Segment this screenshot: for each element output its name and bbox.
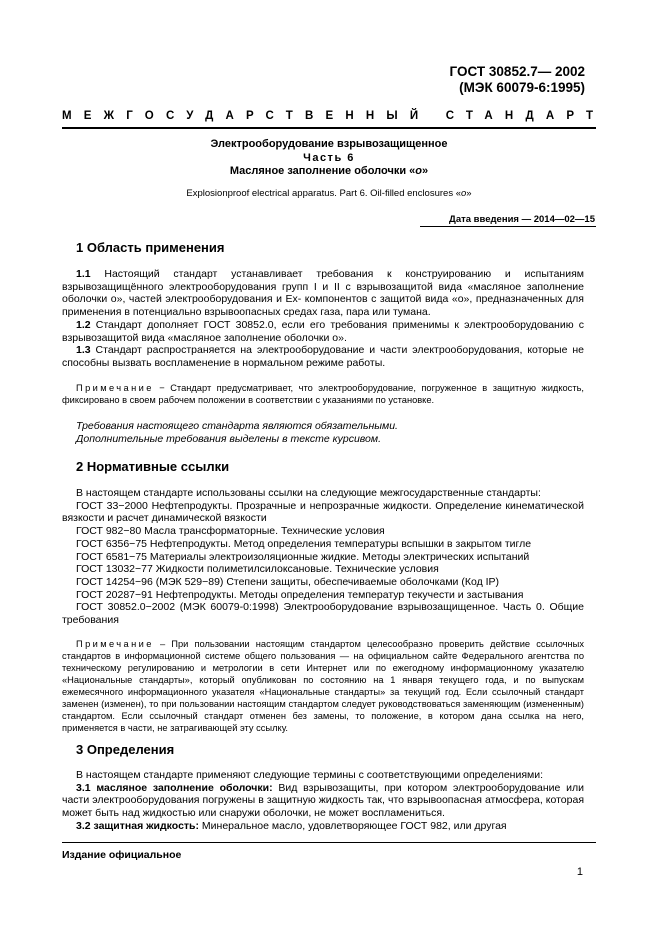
intro-date: Дата введения — 2014—02—15 <box>449 214 595 225</box>
clause-1-2: 1.2 Стандарт дополняет ГОСТ 30852.0, если его требования применимы к электрооборудованию с взрывозащитой вида «масляное заполнение оболочки о». <box>62 318 584 344</box>
section-1-body <box>62 268 584 370</box>
section-1-note: Примечание − Стандарт предусматривает, что электрооборудование, погруженное в защитную жидкость, фиксировано в своем рабочем положении в соответствии с указаниями по установке. <box>62 383 584 405</box>
reference-item: ГОСТ 14254−96 (МЭК 529−89) Степени защиты, обеспечиваемые оболочками (Код IP) <box>76 575 500 588</box>
definitions-intro: В настоящем стандарте применяют следующие термины с соответствующими определениями: <box>76 769 544 781</box>
official-edition: Издание официальное <box>62 849 182 861</box>
reference-item: ГОСТ 33−2000 Нефтепродукты. Прозрачные и непрозрачные жидкости. Определение кинематической вязкости и расчет динамической вязкости <box>62 499 584 525</box>
date-rule <box>420 226 596 227</box>
mandatory-statement: Требования настоящего стандарта являются обязательными. Дополнительные требования выделены в тексте курсивом. <box>76 420 398 445</box>
footer-rule <box>62 842 596 843</box>
section-3-body <box>62 769 584 833</box>
standard-kind: МЕЖГОСУДАРСТВЕННЫЙ СТАНДАРТ <box>62 110 606 122</box>
header-rule <box>62 127 596 129</box>
page-number: 1 <box>576 866 583 878</box>
gost-code <box>450 64 585 96</box>
definition-3-2: 3.2 защитная жидкость: Минеральное масло, удовлетворяющее ГОСТ 982, или другая <box>76 819 507 832</box>
section-2-body <box>62 487 584 627</box>
section-2-note: Примечание – При пользовании настоящим стандартом целесообразно проверить действие ссылочных стандартов в информационной системе общего пользования — на официальном сайте Федерального агентства по техническому регулированию и метрологии в сети Интернет или по ежегодному информационному указателю «Национальные стандарты», который опубликован по состоянию на 1 января текущего года, и по выпускам ежемесячного информационного указателя «Национальные стандарты» за текущий год. Если ссылочный стандарт заменен (изменен), то при пользовании настоящим стандартом следует руководствоваться заменяющим (измененным) стандартом. Если ссылочный стандарт отменен без замены, то положение, в котором дана ссылка на него, применяется в части, не затрагивающей эту ссылку. <box>62 639 584 733</box>
reference-item: ГОСТ 30852.0−2002 (МЭК 60079-0:1998) Электрооборудование взрывозащищенное. Часть 0. Общие требования <box>62 601 584 627</box>
definition-3-1: 3.1 масляное заполнение оболочки: Вид взрывозащиты, при котором электрооборудование или части электрооборудования погружены в защитную жидкость так, что взрывоопасная атмосфера, которая может быть над жидкостью или снаружи оболочки, не может воспламениться. <box>62 781 584 820</box>
title-line-3: Масляное заполнение оболочки «о» <box>229 165 429 177</box>
title-english: Explosionproof electrical apparatus. Part 6. Oil-filled enclosures «o» <box>186 188 472 199</box>
clause-1-1: 1.1 Настоящий стандарт устанавливает требования к конструированию и испытаниям взрывозащищённого электрооборудования групп I и II с взрывозащитой вида «масляное заполнение оболочки о», частей электрооборудования и Ex- компонентов с защитой вида «о», предназначенных для применения в потенциально взрывоопасных средах газа, пара или тумана. <box>62 268 584 319</box>
reference-item: ГОСТ 13032−77 Жидкости полиметилсилоксановые. Технические условия <box>76 563 439 576</box>
iec-number: (МЭК 60079-6:1995) <box>459 80 585 95</box>
reference-item: ГОСТ 20287−91 Нефтепродукты. Методы определения температур текучести и застывания <box>76 588 524 601</box>
clause-1-3: 1.3 Стандарт распространяется на электрооборудование и части электрооборудования, которые не способны вызвать воспламенение в нормальном режиме работы. <box>62 344 584 369</box>
references-intro: В настоящем стандарте использованы ссылки на следующие межгосударственные стандарты: <box>76 487 541 499</box>
reference-item: ГОСТ 982−80 Масла трансформаторные. Технические условия <box>76 525 385 538</box>
section-2-heading: 2 Нормативные ссылки <box>76 459 230 474</box>
title-line-1: Электрооборудование взрывозащищенное <box>210 138 448 150</box>
reference-item: ГОСТ 6581−75 Материалы электроизоляционные жидкие. Методы электрических испытаний <box>76 550 530 563</box>
section-1-heading: 1 Область применения <box>76 240 225 255</box>
reference-item: ГОСТ 6356−75 Нефтепродукты. Метод определения температуры вспышки в закрытом тигле <box>76 537 532 550</box>
gost-number: ГОСТ 30852.7— 2002 <box>449 64 585 79</box>
section-3-heading: 3 Определения <box>76 742 175 757</box>
title-part: Часть 6 <box>303 151 355 164</box>
document-title <box>62 138 596 179</box>
